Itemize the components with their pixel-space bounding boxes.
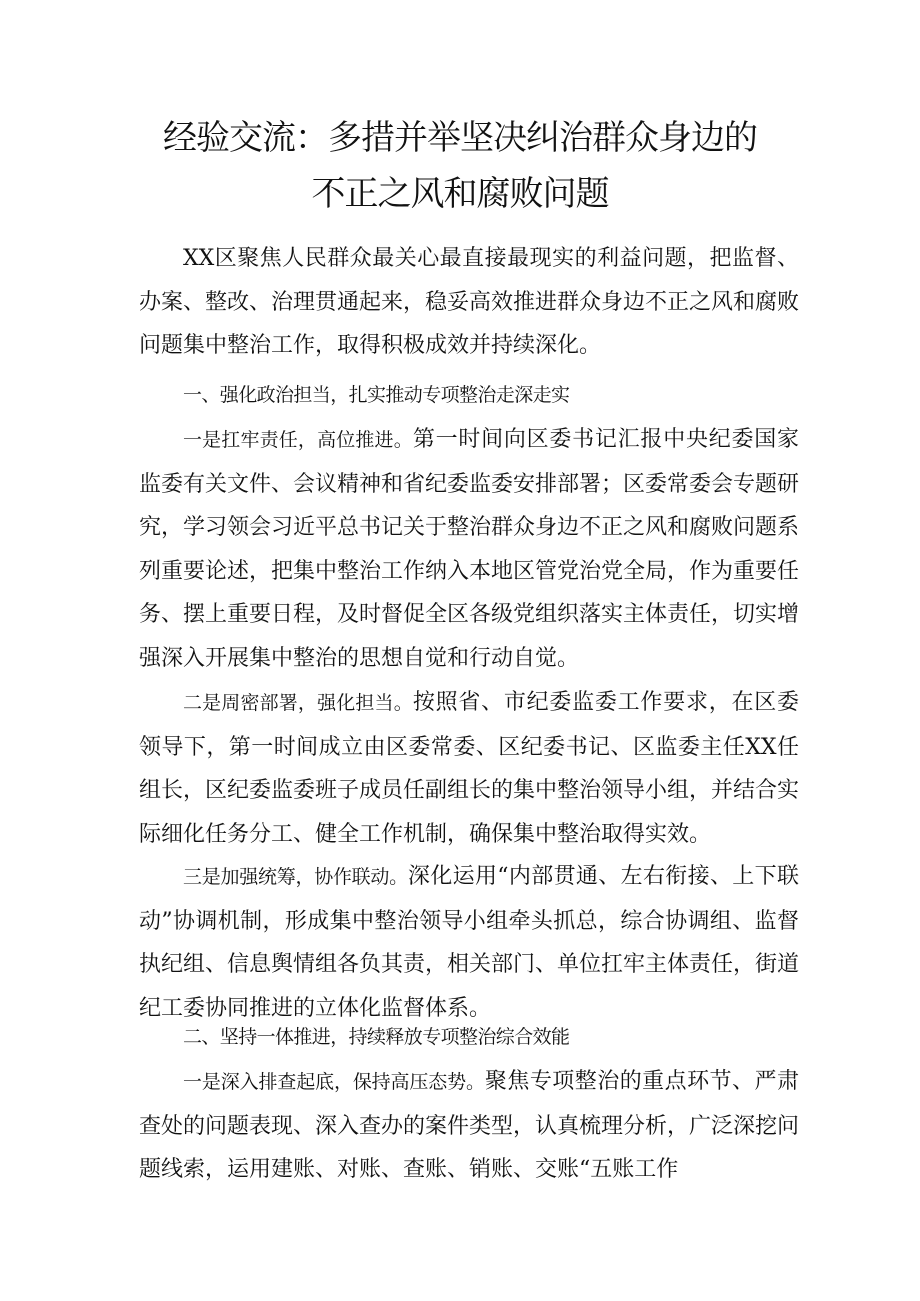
section-1-paragraph-3-text: 深化运用“内部贯通、左右衔接、上下联动”协调机制，形成集中整治领导小组牵头抓总，综合协调组、监督执纪组、信息舆情组各负其责，相关部门、单位扛牢主体责任，街道纪工委协同推进的立体化监督体系。 [139,864,800,1021]
section-1-paragraph-1-lead: 一是扛牢责任，高位推进。 [183,429,413,451]
section-1-paragraph-2-text: 按照省、市纪委监委工作要求，在区委领导下，第一时间成立由区委常委、区纪委书记、区监委主任XX任组长，区纪委监委班子成员任副组长的集中整治领导小组，并结合实际细化任务分工、健全工作机制，确保集中整治取得实效。 [139,690,800,847]
document-title-line-2: 不正之风和腐败问题 [311,174,609,214]
document-title-line-1: 经验交流：多措并举坚决纠治群众身边的 [163,118,757,158]
section-2-paragraph-1-text: 聚焦专项整治的重点环节、严肃查处的问题表现、深入查办的案件类型，认真梳理分析，广泛深挖问题线索，运用建账、对账、查账、销账、交账“五账工作 [139,1069,799,1183]
section-2-paragraph-1 [139,1060,799,1190]
section-1-paragraph-1-text: 第一时间向区委书记汇报中央纪委国家监委有关文件、会议精神和省纪委监委安排部署；区委常委会专题研究，学习领会习近平总书记关于整治群众身边不正之风和腐败问题系列重要论述，把集中整治工作纳入本地区管党治党全局，作为重要任务、摆上重要日程，及时督促全区各级党组织落实主体责任，切实增强深入开展集中整治的思想自觉和行动自觉。 [139,427,800,671]
section-1-paragraph-3 [139,855,799,1030]
section-1-paragraph-3-lead: 三是加强统筹，协作联动。 [183,866,408,888]
section-1-heading: 一、强化政治担当，扎实推动专项整治走深走实 [183,384,570,406]
section-1-paragraph-2 [139,681,799,856]
section-1-paragraph-2-lead: 二是周密部署，强化担当。 [183,692,413,714]
section-2-paragraph-1-lead: 一是深入排查起底，保持高压态势。 [183,1071,485,1093]
section-1-paragraph-1 [139,418,799,681]
intro-paragraph: XX区聚焦人民群众最关心最直接最现实的利益问题，把监督、办案、整改、治理贯通起来，稳妥高效推进群众身边不正之风和腐败问题集中整治工作，取得积极成效并持续深化。 [139,246,800,359]
section-2-heading: 二、坚持一体推进，持续释放专项整治综合效能 [183,1026,570,1048]
